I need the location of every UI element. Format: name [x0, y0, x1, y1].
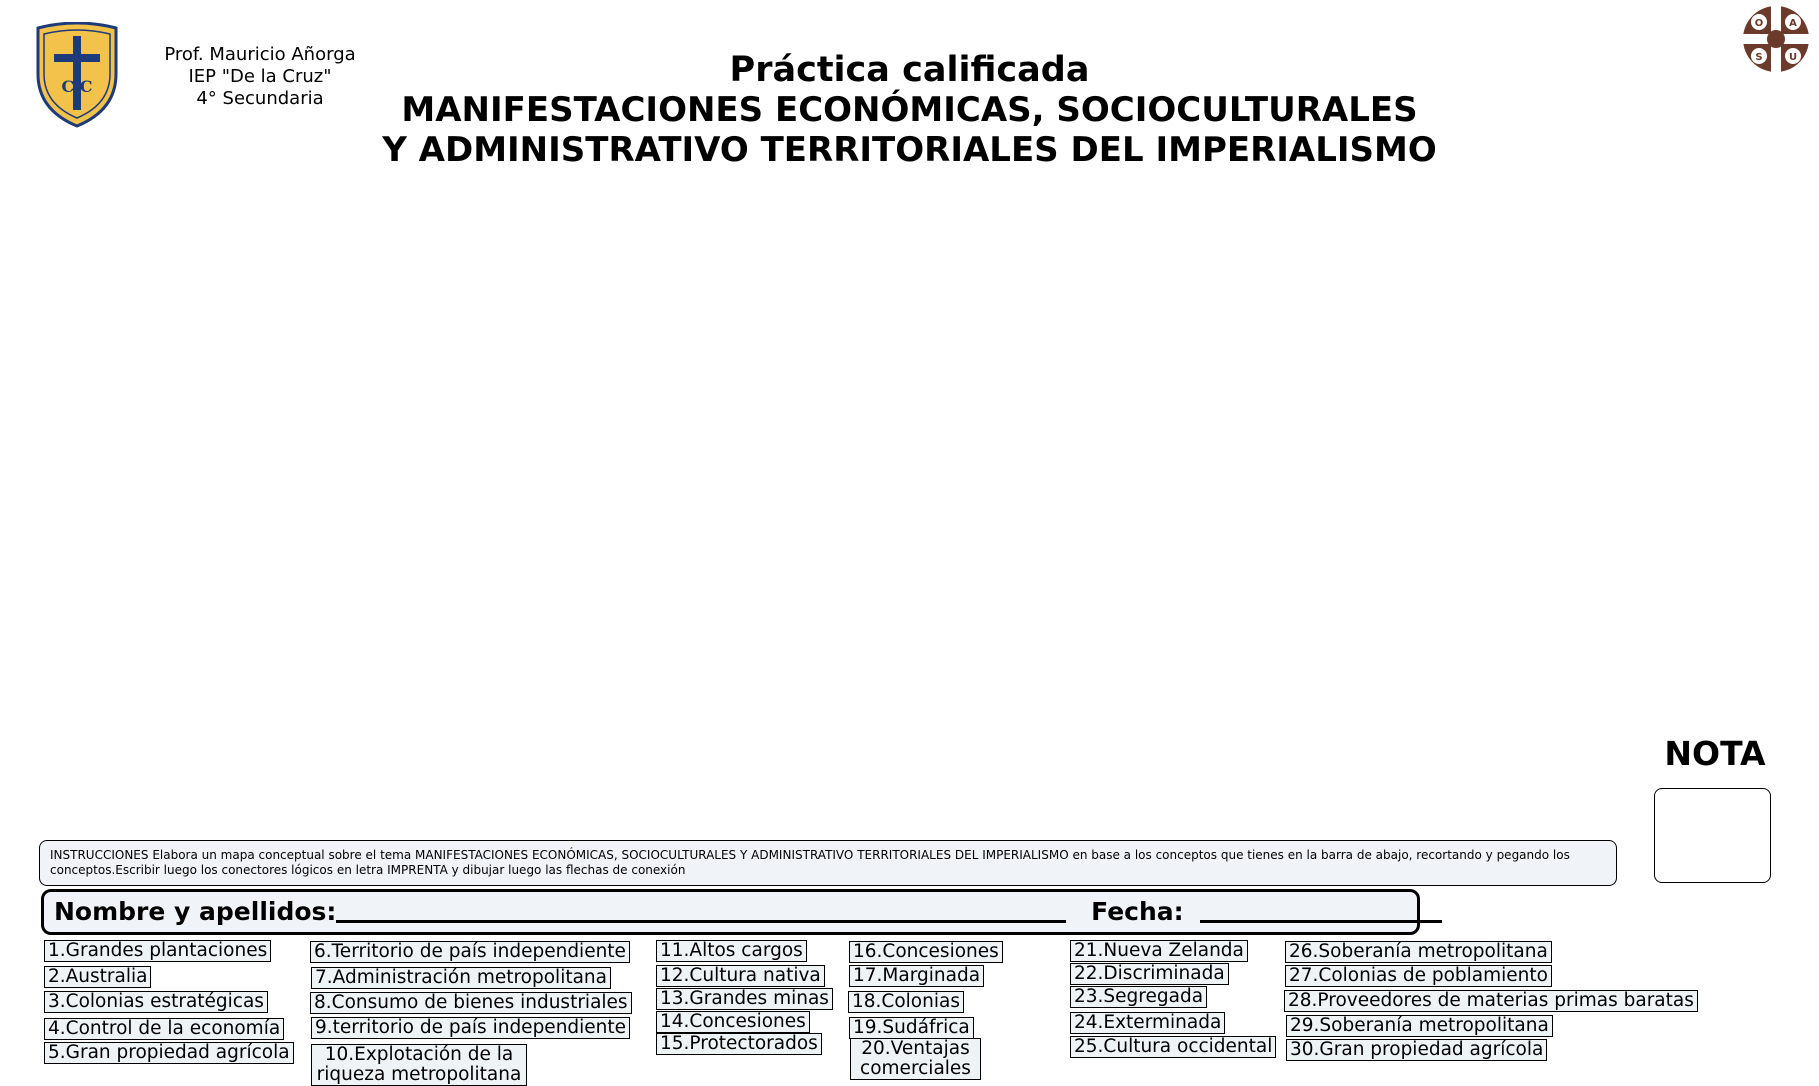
concept-chip-17[interactable]: 17.Marginada — [849, 965, 984, 987]
concept-chip-6[interactable]: 6.Territorio de país independiente — [310, 941, 630, 963]
date-field[interactable] — [1200, 894, 1442, 923]
concept-chip-4[interactable]: 4.Control de la economía — [44, 1018, 284, 1040]
concept-chip-7[interactable]: 7.Administración metropolitana — [311, 967, 611, 989]
concept-chip-14[interactable]: 14.Concesiones — [656, 1011, 810, 1033]
subtitle-line-2: Y ADMINISTRATIVO TERRITORIALES DEL IMPERIALISMO — [382, 130, 1437, 170]
school-name: IEP "De la Cruz" — [188, 66, 332, 87]
instructions-box: INSTRUCCIONES Elabora un mapa conceptual sobre el tema MANIFESTACIONES ECONÓMICAS, SOCIOCULTURALES Y ADMINISTRATIVO TERRITORIALES DEL IMPERIALISMO en base a los conceptos que tienes en la barra de abajo, recortando y pegando los conceptos.Escribir luego los conectores lógicos en letra IMPRENTA y dibujar luego las flechas de conexión — [39, 840, 1617, 886]
concept-chip-22[interactable]: 22.Discriminada — [1070, 963, 1229, 985]
seal-letter-3: S — [1755, 52, 1763, 63]
concept-chip-9[interactable]: 9.territorio de país independiente — [311, 1017, 630, 1039]
concept-chip-3[interactable]: 3.Colonias estratégicas — [44, 991, 268, 1013]
seal-letter-2: A — [1789, 18, 1797, 29]
concept-chip-15[interactable]: 15.Protectorados — [656, 1033, 822, 1055]
concept-chip-16[interactable]: 16.Concesiones — [849, 941, 1003, 963]
concept-chip-19[interactable]: 19.Sudáfrica — [849, 1017, 974, 1039]
concept-chip-13[interactable]: 13.Grandes minas — [656, 988, 833, 1010]
concept-chip-2[interactable]: 2.Australia — [44, 966, 151, 988]
concept-chip-5[interactable]: 5.Gran propiedad agrícola — [44, 1042, 294, 1064]
concept-chip-28[interactable]: 28.Proveedores de materias primas baratas — [1284, 990, 1698, 1012]
document-titles — [300, 50, 1519, 170]
teacher-name: Prof. Mauricio Añorga — [164, 44, 356, 65]
concept-chip-12[interactable]: 12.Cultura nativa — [656, 965, 825, 987]
concept-chip-10[interactable]: 10.Explotación de la riqueza metropolitana — [311, 1044, 527, 1086]
concept-chip-11[interactable]: 11.Altos cargos — [656, 940, 807, 962]
grade-box[interactable] — [1654, 788, 1771, 883]
concept-chip-30[interactable]: 30.Gran propiedad agrícola — [1286, 1039, 1547, 1061]
date-label: Fecha: — [1091, 897, 1184, 926]
name-date-bar — [41, 889, 1420, 935]
concept-chip-26[interactable]: 26.Soberanía metropolitana — [1285, 941, 1552, 963]
page-title: Práctica calificada — [729, 50, 1090, 90]
subtitle-line-1: MANIFESTACIONES ECONÓMICAS, SOCIOCULTURALES — [401, 90, 1418, 130]
crest-letters: C C — [61, 77, 93, 96]
concept-chip-25[interactable]: 25.Cultura occidental — [1070, 1036, 1276, 1058]
concept-chip-24[interactable]: 24.Exterminada — [1070, 1012, 1225, 1034]
seal-logo — [1741, 4, 1811, 74]
concept-chip-29[interactable]: 29.Soberanía metropolitana — [1286, 1015, 1553, 1037]
concept-chip-1[interactable]: 1.Grandes plantaciones — [44, 940, 271, 962]
concept-chip-18[interactable]: 18.Colonias — [848, 991, 964, 1013]
concept-chip-23[interactable]: 23.Segregada — [1070, 986, 1207, 1008]
name-field[interactable] — [336, 894, 1066, 923]
concept-chip-8[interactable]: 8.Consumo de bienes industriales — [310, 992, 632, 1014]
concept-chip-21[interactable]: 21.Nueva Zelanda — [1070, 940, 1248, 962]
seal-letter-1: O — [1754, 18, 1764, 29]
grade-level: 4° Secundaria — [196, 88, 324, 109]
concept-chip-27[interactable]: 27.Colonias de poblamiento — [1285, 965, 1552, 987]
grade-label: NOTA — [1664, 734, 1766, 773]
name-label: Nombre y apellidos: — [54, 897, 337, 926]
school-crest-logo — [34, 22, 120, 130]
concept-chip-20[interactable]: 20.Ventajas comerciales — [850, 1038, 981, 1080]
seal-letter-4: U — [1788, 52, 1798, 63]
